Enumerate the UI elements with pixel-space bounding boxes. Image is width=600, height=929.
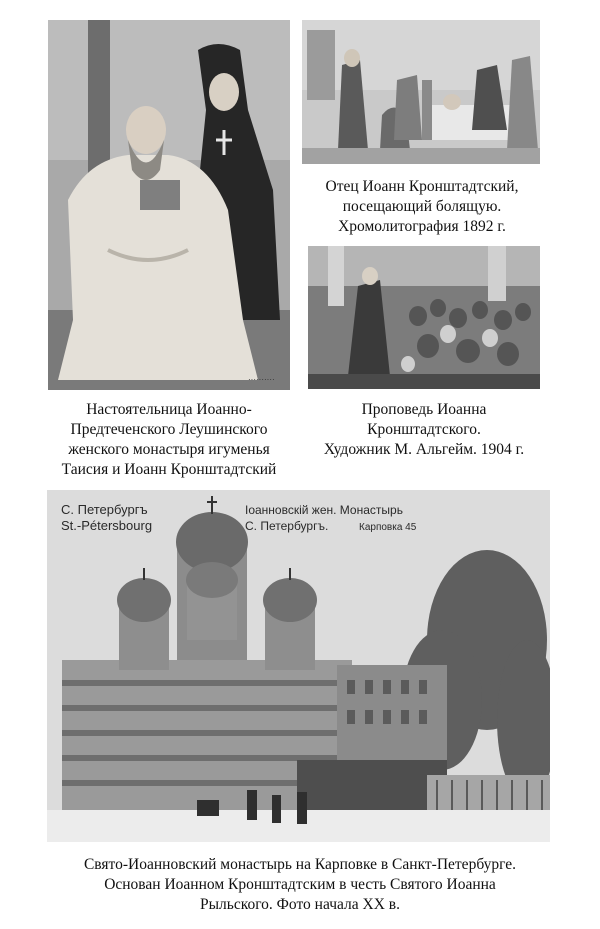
monastery-caption-line: Основан Иоанном Кронштадтским в честь Святого Иоанна (104, 876, 496, 893)
portrait-caption-line: Предтеченского Леушинского (70, 421, 268, 438)
postcard-address-city: С. Петербургъ. (245, 519, 329, 533)
sermon-caption-line: Кронштадтского. (367, 421, 481, 438)
portrait-caption (44, 400, 294, 480)
postcard-city-ru: С. Петербургъ (61, 502, 148, 517)
sermon-caption-line: Художник М. Альгейм. 1904 г. (323, 441, 525, 458)
portrait-caption-line: Таисия и Иоанн Кронштадтский (61, 461, 277, 478)
portrait-caption-line: Настоятельница Иоанно- (86, 401, 252, 418)
portrait-photo (48, 20, 290, 390)
visit-illustration (302, 20, 540, 164)
sermon-illustration (308, 246, 540, 389)
postcard-monastery: Іоанновскій жен. Монастырь (245, 503, 403, 517)
visit-caption-line: Хромолитография 1892 г. (338, 218, 506, 235)
postcard-address-street: Карповка 45 (359, 522, 417, 533)
monastery-caption (20, 855, 580, 915)
postcard-city-fr: St.-Pétersbourg (61, 518, 153, 533)
monastery-postcard (47, 490, 550, 842)
visit-caption-line: Отец Иоанн Кронштадтский, (325, 178, 519, 195)
monastery-caption-line: Рыльского. Фото начала XX в. (200, 896, 400, 913)
photographer-mark: ·········· (248, 375, 275, 384)
sermon-caption (302, 400, 546, 460)
sermon-caption-line: Проповедь Иоанна (361, 401, 487, 418)
visit-caption (300, 177, 544, 237)
monastery-caption-line: Свято-Иоанновский монастырь на Карповке в Санкт-Петербурге. (83, 856, 517, 873)
visit-caption-line: посещающий болящую. (342, 198, 502, 215)
portrait-caption-line: женского монастыря игуменья (68, 441, 270, 458)
